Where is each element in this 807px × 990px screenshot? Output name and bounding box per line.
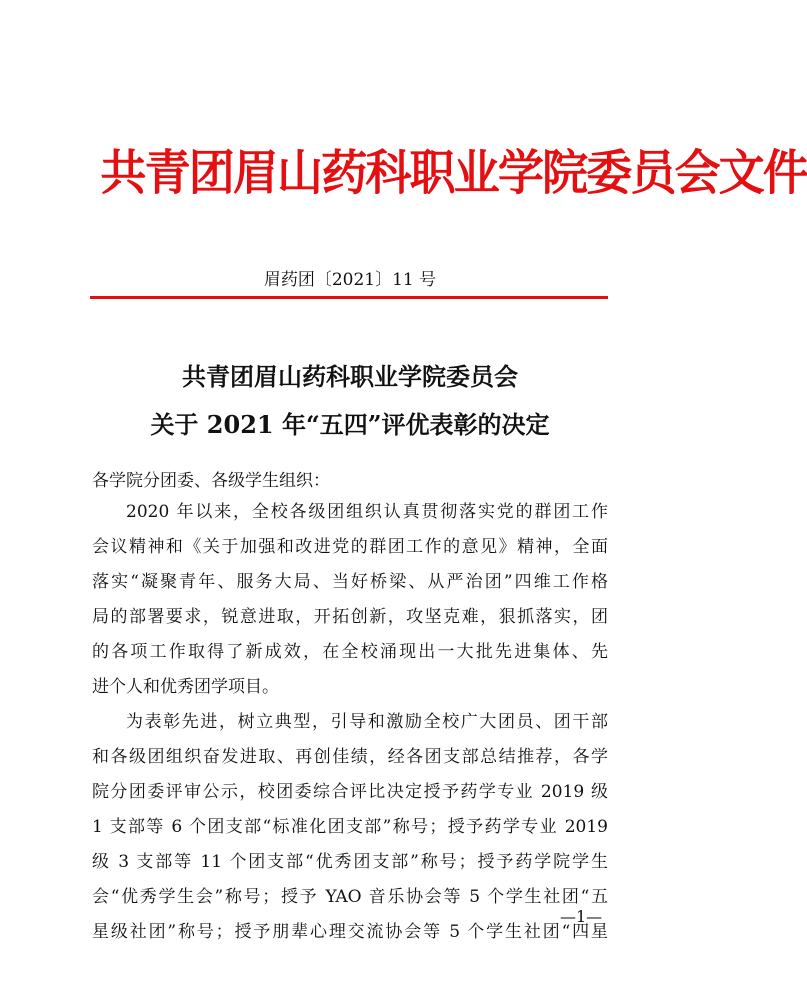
paragraph-1-line: 进个人和优秀团学项目。: [92, 677, 279, 697]
paragraph-1-line: 2020 年以来，全校各级团组织认真贯彻落实党的群团工作: [126, 502, 608, 522]
paragraph-2-line: 级 3 支部等 11 个团支部“优秀团支部”称号；授予药学院学生: [92, 852, 608, 872]
document-number: 眉药团〔2021〕11 号: [263, 270, 437, 290]
document-masthead: 共青团眉山药科职业学院委员会文件: [100, 145, 807, 201]
page-number: —1—: [560, 907, 603, 926]
red-divider-line: [90, 296, 608, 299]
document-title-line-2: 关于 2021 年“五四”评优表彰的决定: [150, 410, 550, 439]
salutation: 各学院分团委、各级学生组织：: [92, 471, 330, 491]
paragraph-2-line: 1 支部等 6 个团支部“标准化团支部”称号；授予药学专业 2019: [92, 817, 608, 837]
paragraph-1-line: 会议精神和《关于加强和改进党的群团工作的意见》精神，全面: [92, 537, 608, 557]
paragraph-2-line: 和各级团组织奋发进取、再创佳绩，经各团支部总结推荐，各学: [92, 747, 608, 767]
paragraph-1-line: 的各项工作取得了新成效，在全校涌现出一大批先进集体、先: [92, 642, 608, 662]
paragraph-2-line: 会“优秀学生会”称号；授予 YAO 音乐协会等 5 个学生社团“五: [92, 887, 608, 907]
paragraph-1-line: 落实“凝聚青年、服务大局、当好桥梁、从严治团”四维工作格: [92, 572, 608, 592]
paragraph-1-line: 局的部署要求，锐意进取，开拓创新，攻坚克难，狠抓落实，团: [92, 607, 608, 627]
document-title-line-1: 共青团眉山药科职业学院委员会: [182, 362, 518, 391]
paragraph-2-line: 星级社团”称号；授予朋辈心理交流协会等 5 个学生社团“四星: [92, 922, 608, 942]
paragraph-2-line: 为表彰先进，树立典型，引导和激励全校广大团员、团干部: [126, 712, 608, 732]
paragraph-2-line: 院分团委评审公示，校团委综合评比决定授予药学专业 2019 级: [92, 782, 608, 802]
